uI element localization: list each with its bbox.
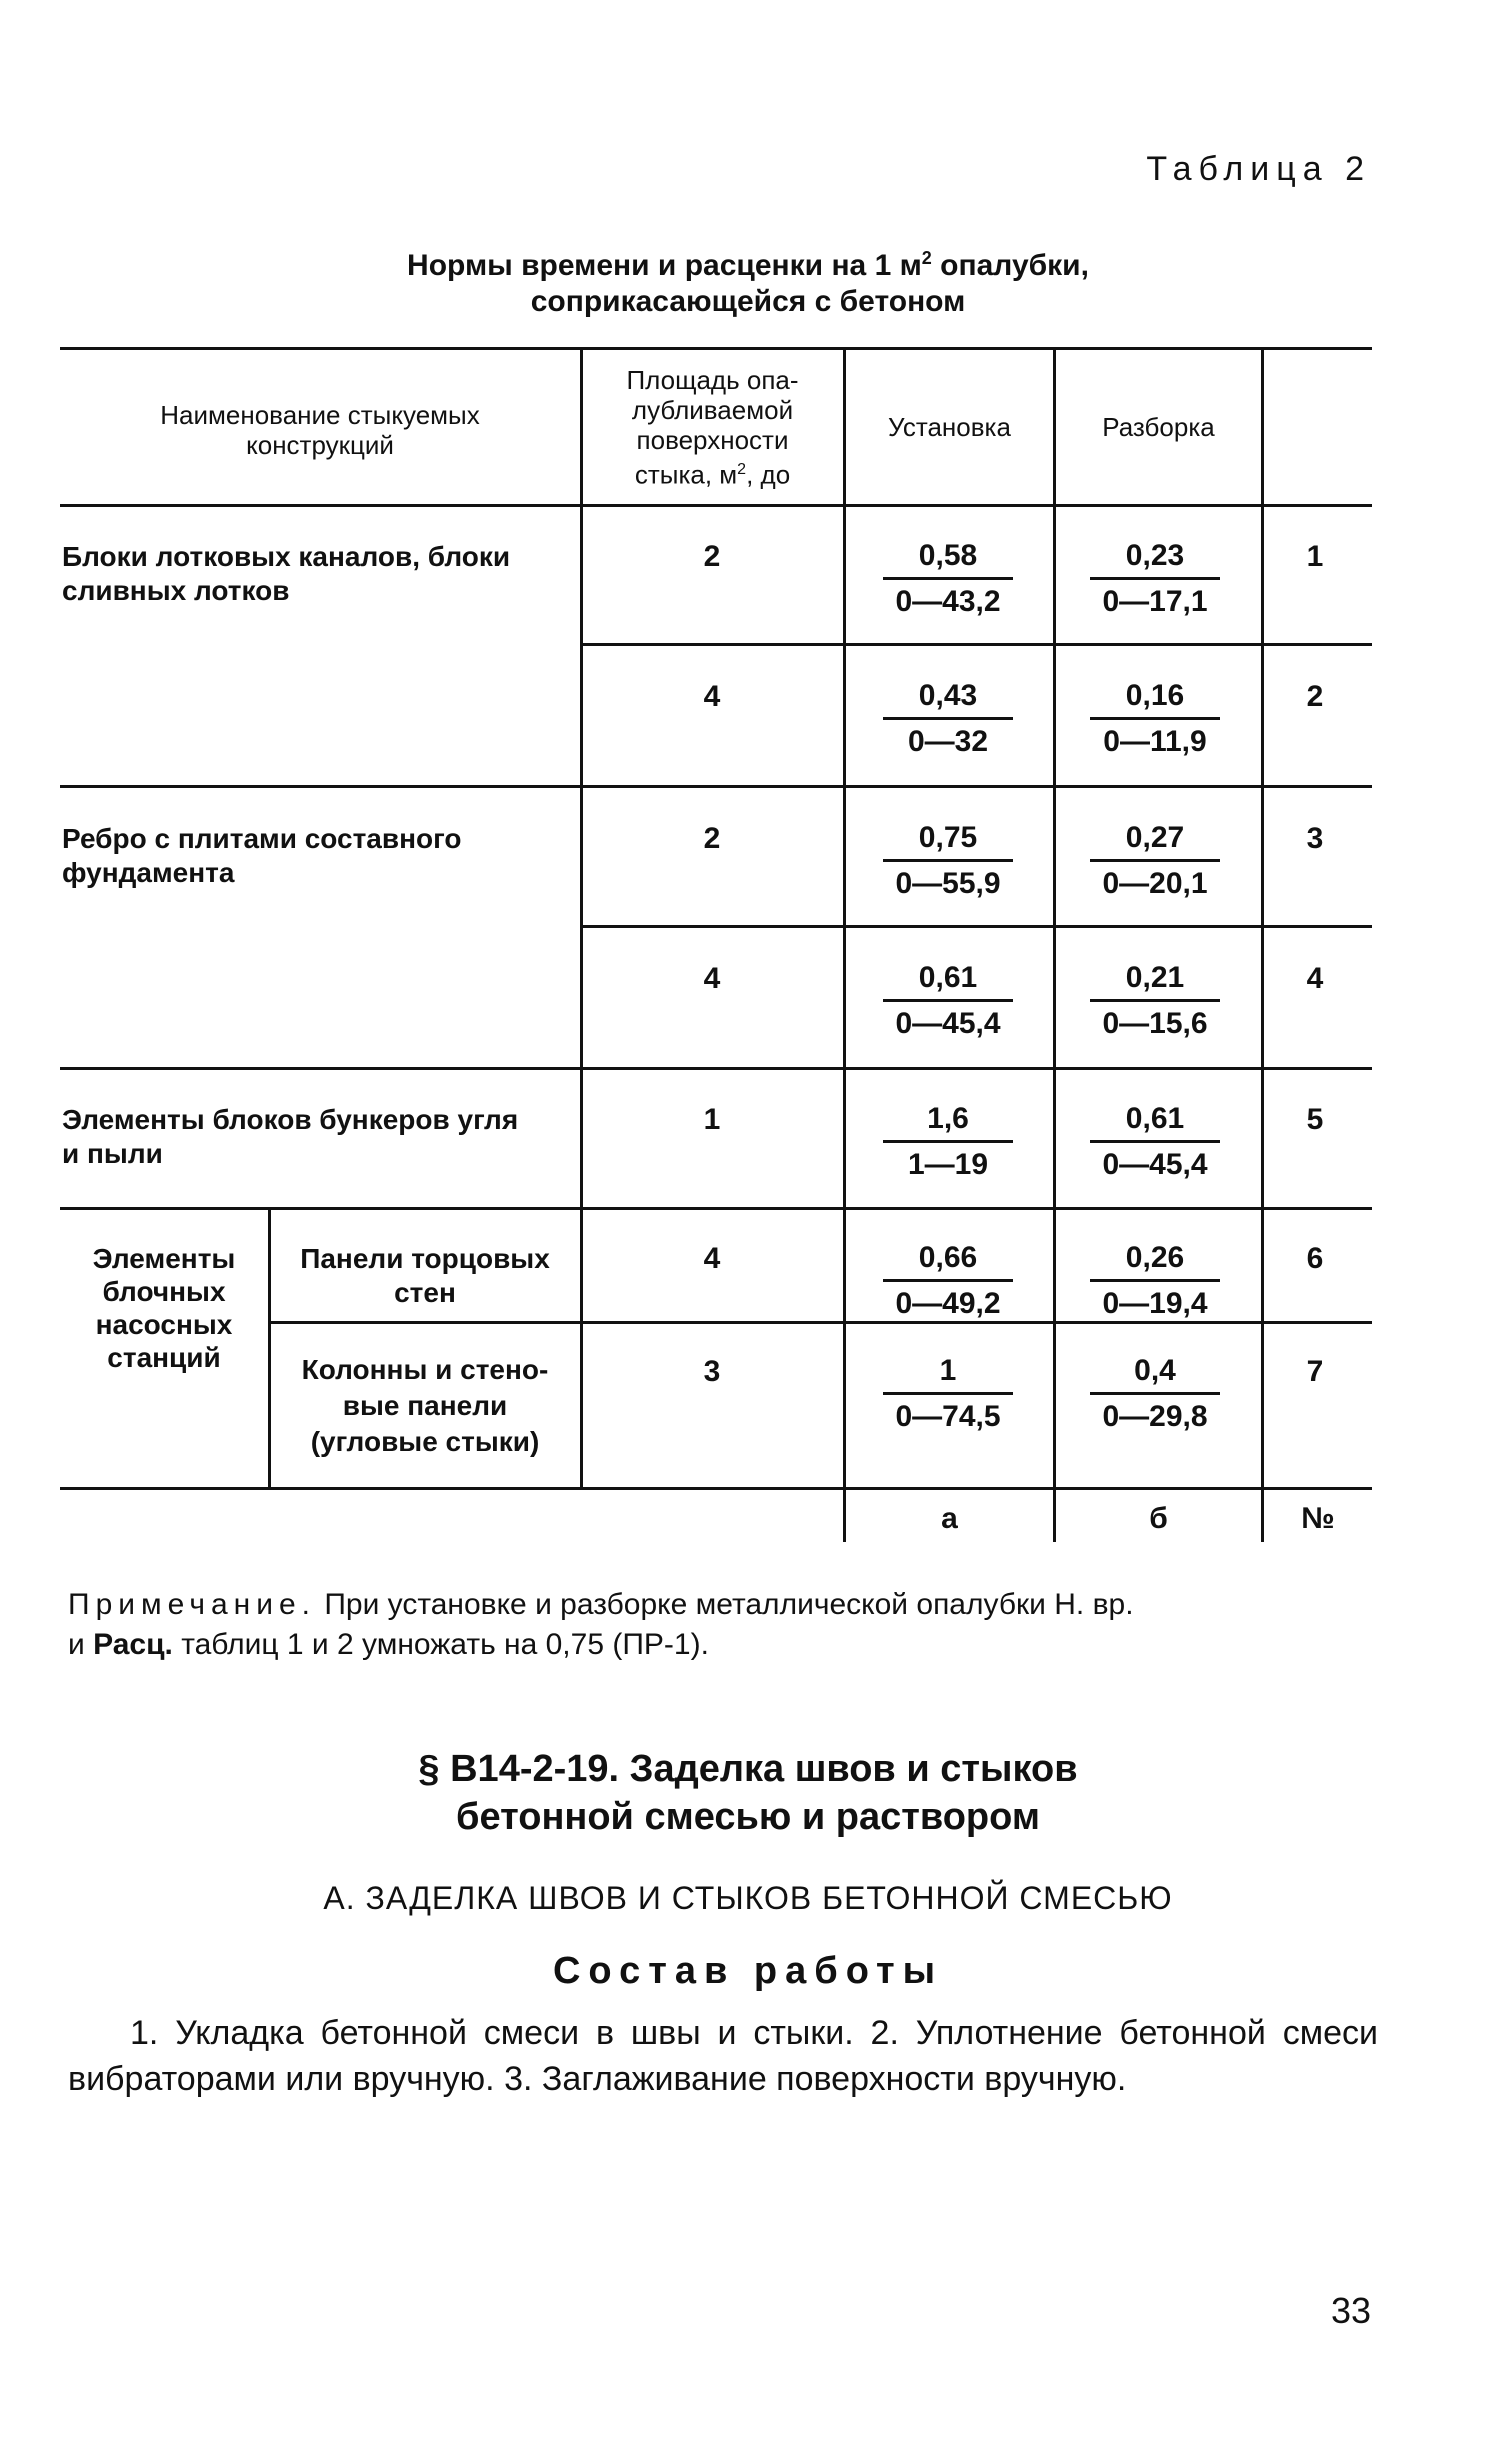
row5-area: 1 (703, 1103, 721, 1136)
table-rule-group1 (60, 785, 1372, 788)
row4-number: 4 (1306, 962, 1324, 995)
caption-line1-end: опалубки, (931, 249, 1089, 282)
row4-install-denominator: 0—45,4 (895, 1007, 1001, 1040)
group4-line4: станций (107, 1342, 221, 1373)
row7-number: 7 (1306, 1355, 1324, 1388)
header-area (585, 365, 840, 490)
group4-sub1-line1: Панели торцовых (300, 1243, 550, 1274)
work-composition-title: Состав работы (552, 1950, 944, 1992)
group2-line1: Ребро с плитами составного (62, 823, 462, 854)
note-line2-start: и (68, 1628, 94, 1661)
row4-dismantle (1080, 957, 1230, 1044)
row3-dismantle-numerator: 0,27 (1125, 821, 1185, 854)
group4-label (62, 1242, 266, 1374)
group3-line1: Элементы блоков бункеров угля (62, 1104, 519, 1135)
row2-dismantle-denominator: 0—11,9 (1103, 725, 1207, 758)
table-label: Таблица 2 (1146, 150, 1371, 188)
row5-install-denominator: 1—19 (907, 1148, 989, 1181)
group4-sub2-line2: вые панели (342, 1390, 508, 1421)
row1-install-numerator: 0,58 (918, 539, 978, 572)
group4-line3: насосных (95, 1309, 233, 1340)
group4-sub2-line3: (угловые стыки) (310, 1426, 540, 1457)
row7-dismantle-denominator: 0—29,8 (1102, 1400, 1208, 1433)
row2-install-denominator: 0—32 (907, 725, 989, 758)
table-rule-header (60, 504, 1372, 507)
row6-install (873, 1237, 1023, 1324)
table-rule-group2 (60, 1067, 1372, 1070)
row7-install (873, 1350, 1023, 1437)
group1-line1: Блоки лотковых каналов, блоки (62, 541, 511, 572)
row2-number: 2 (1306, 680, 1324, 713)
table-rule-row3 (582, 925, 1372, 928)
row3-dismantle-denominator: 0—20,1 (1102, 867, 1208, 900)
row2-dismantle (1080, 675, 1230, 762)
row4-install (873, 957, 1023, 1044)
header-area-line4: стыка, м (634, 459, 738, 490)
row7-dismantle-numerator: 0,4 (1134, 1354, 1176, 1387)
row7-install-denominator: 0—74,5 (895, 1400, 1001, 1433)
group4-sub2-line1: Колонны и стено- (301, 1354, 549, 1385)
row6-dismantle-numerator: 0,26 (1125, 1241, 1185, 1274)
table-note (68, 1585, 1368, 1665)
row5-dismantle (1080, 1098, 1230, 1185)
row7-area: 3 (703, 1355, 721, 1388)
table-rule-row1 (582, 643, 1372, 646)
group1-label (62, 540, 572, 608)
caption-line2: соприкасающейся с бетоном (530, 285, 966, 318)
row5-dismantle-numerator: 0,61 (1125, 1102, 1185, 1135)
note-line2-end: таблиц 1 и 2 умножать на 0,75 (ПР-1). (172, 1628, 709, 1661)
caption-line1: Нормы времени и расценки на 1 м (407, 249, 922, 282)
caption-superscript: 2 (921, 248, 932, 268)
row7-dismantle (1080, 1350, 1230, 1437)
group1-line2: сливных лотков (62, 575, 290, 606)
row6-number: 6 (1306, 1242, 1324, 1275)
row6-area: 4 (703, 1242, 721, 1275)
note-line1: При установке и разборке металлической опалубки Н. вр. (315, 1588, 1134, 1621)
group4-line2: блочных (102, 1276, 226, 1307)
row1-install (873, 535, 1023, 622)
table-col-line-1 (580, 347, 583, 1489)
section-title (0, 1745, 1496, 1841)
row5-install (873, 1098, 1023, 1185)
row7-install-numerator: 1 (939, 1354, 957, 1387)
section-subtitle: А. ЗАДЕЛКА ШВОВ И СТЫКОВ БЕТОННОЙ СМЕСЬЮ (323, 1880, 1173, 1916)
row6-install-numerator: 0,66 (918, 1241, 978, 1274)
group4-sub1-label (272, 1242, 578, 1310)
row5-install-numerator: 1,6 (927, 1102, 969, 1135)
row3-install-numerator: 0,75 (918, 821, 978, 854)
header-area-line3: поверхности (636, 425, 789, 455)
row1-dismantle-denominator: 0—17,1 (1102, 585, 1208, 618)
header-area-superscript: 2 (737, 461, 747, 478)
header-area-line4-end: , до (746, 459, 791, 490)
table-col-line-sub (268, 1207, 271, 1489)
note-label: Примечание. (68, 1588, 316, 1621)
table-col-line-3 (1053, 347, 1056, 1542)
header-install: Установка (888, 412, 1011, 442)
table-rule-top (60, 347, 1372, 350)
header-dismantle: Разборка (1102, 412, 1215, 442)
header-name: Наименование стыкуемых конструкций (160, 400, 480, 460)
row3-dismantle (1080, 817, 1230, 904)
work-composition-text: 1. Укладка бетонной смеси в швы и стыки. 2. Уплотнение бетонной смеси вибраторами или вручную. 3. Заглаживание поверхности вручную. (68, 2014, 1378, 2098)
row2-install (873, 675, 1023, 762)
group3-label (62, 1103, 572, 1171)
row6-install-denominator: 0—49,2 (895, 1287, 1001, 1320)
row5-number: 5 (1306, 1103, 1324, 1136)
group4-sub2-label (272, 1352, 578, 1460)
footer-a: а (941, 1502, 958, 1535)
footer-b: б (1149, 1502, 1168, 1535)
row1-dismantle (1080, 535, 1230, 622)
row3-install-denominator: 0—55,9 (895, 867, 1001, 900)
table-col-line-2 (843, 347, 846, 1542)
row2-area: 4 (703, 680, 721, 713)
row4-area: 4 (703, 962, 721, 995)
group2-line2: фундамента (62, 857, 235, 888)
group2-label (62, 822, 572, 890)
row1-dismantle-numerator: 0,23 (1125, 539, 1185, 572)
row2-install-numerator: 0,43 (918, 679, 978, 712)
row6-dismantle (1080, 1237, 1230, 1324)
row2-dismantle-numerator: 0,16 (1125, 679, 1185, 712)
row4-dismantle-denominator: 0—15,6 (1102, 1007, 1208, 1040)
row6-dismantle-denominator: 0—19,4 (1102, 1287, 1208, 1320)
group3-line2: и пыли (62, 1138, 163, 1169)
section-title-line1: § В14-2-19. Заделка швов и стыков (418, 1748, 1078, 1790)
group4-line1: Элементы (92, 1243, 236, 1274)
table-col-line-4 (1261, 347, 1264, 1542)
row3-area: 2 (703, 822, 721, 855)
header-area-line2: лубливаемой (631, 395, 794, 425)
row1-install-denominator: 0—43,2 (895, 585, 1001, 618)
row1-number: 1 (1306, 540, 1324, 573)
row1-area: 2 (703, 540, 721, 573)
table-rule-group3 (60, 1207, 1372, 1210)
table-rule-bottom (60, 1487, 1372, 1490)
row5-dismantle-denominator: 0—45,4 (1102, 1148, 1208, 1181)
group4-sub1-line2: стен (394, 1277, 456, 1308)
row4-install-numerator: 0,61 (918, 961, 978, 994)
table-caption (0, 240, 1496, 320)
note-line2-bold: Расц. (93, 1628, 173, 1661)
row3-number: 3 (1306, 822, 1324, 855)
header-area-line1: Площадь опа- (626, 365, 799, 395)
row4-dismantle-numerator: 0,21 (1125, 961, 1185, 994)
footer-no: № (1301, 1502, 1335, 1535)
page-number: 33 (1330, 2290, 1371, 2331)
row3-install (873, 817, 1023, 904)
section-title-line2: бетонной смесью и раствором (456, 1796, 1040, 1838)
